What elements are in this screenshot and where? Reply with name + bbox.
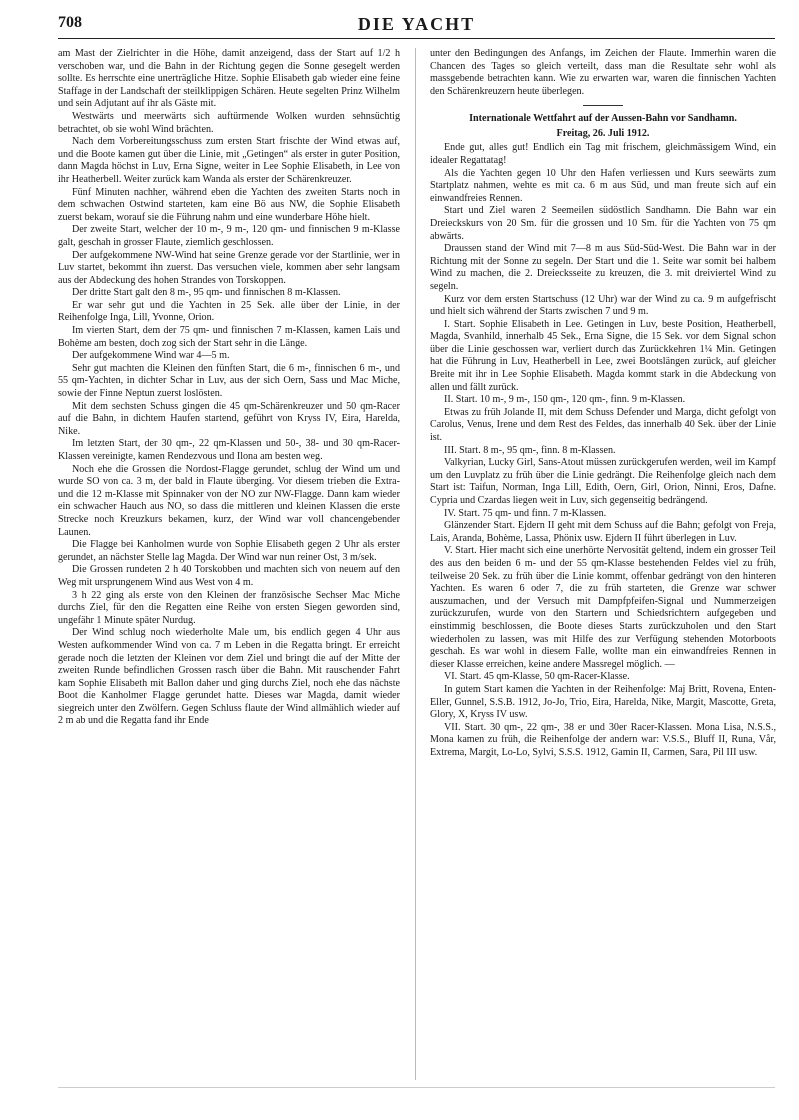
paragraph: Kurz vor dem ersten Startschuss (12 Uhr) war der Wind zu ca. 9 m aufgefrischt und hielt sich während der Starts zwischen 7 und 9 m. (430, 293, 776, 318)
paragraph: Draussen stand der Wind mit 7—8 m aus Süd-Süd-West. Die Bahn war in der Richtung mit der Sonne zu segeln. Der Start und die 1. Seite war somit bei halbem Wind zu machen, die 2. Dreiecksseite zu kreuzen, die 3. mit dreiviertel Wind zu segeln. (430, 243, 776, 292)
section-heading: Internationale Wettfahrt auf der Aussen-Bahn vor Sandhamn. (469, 113, 737, 125)
paragraph: Noch ehe die Grossen die Nordost-Flagge gerundet, schlug der Wind um und wurde SO von ca. 3 m, der bald in Flaute überging. Vor diesem trieben die Extra- und die 12 m-Klasse mit Spinnaker von der NO zur NW-Flagge. Dann kam wieder ein schwacher Hauch aus NO, so dass die mittleren und kleinen Klassen die erste Strecke noch Kreuzkurs bekamen, kurz, der Wind war voll chancengebender Launen. (58, 463, 400, 538)
paragraph: Der aufgekommene NW-Wind hat seine Grenze gerade vor der Startlinie, wer in Luv startet, bekommt ihn zuerst. Das versuchen viele, kommen aber sehr langsam aus der Abdeckung des hohen Strandes von Torskoppen. (58, 249, 400, 286)
paragraph: Die Grossen rundeten 2 h 40 Torskobben und machten sich von neuem auf den Weg mit ursprungenem Wind aus West von 4 m. (58, 564, 400, 588)
paragraph: Sehr gut machten die Kleinen den fünften Start, die 6 m-, finnischen 6 m-, und 55 qm-Yachten, in dichter Schar in Luv, aus der sich Oern, Sass und Mac Miche, sowie der Finne Neptun zuerst loslösten. (58, 362, 400, 400)
paragraph: Der aufgekommene Wind war 4—5 m. (72, 350, 230, 362)
paragraph: In gutem Start kamen die Yachten in der Reihenfolge: Maj Britt, Rovena, Enten-Eller, Gunnel, S.S.B. 1912, Jo-Jo, Trio, Eira, Harelda, Nike, Margit, Mascotte, Greta, Glory, X, Kryss IV usw. (430, 683, 776, 721)
section-divider (583, 105, 623, 106)
paragraph: Valkyrian, Lucky Girl, Sans-Atout müssen zurückgerufen werden, weil im Kampf um den Luvplatz zu früh über die Linie gedrängt. Die Reihenfolge gleich nach dem Start ist: Taifun, Norman, Inga Lill, Edith, Oern, Girl, Orion, Ninni, Eros, Dafne. Cypria und Czardas liegen weit in Luv, sich gegenseitig bedrängend. (430, 457, 776, 506)
paragraph: Im vierten Start, dem der 75 qm- und finnischen 7 m-Klassen, kamen Lais und Bohème am besten, doch zog sich der Start sehr in die Länge. (58, 325, 400, 349)
right-column (430, 48, 776, 1080)
paragraph: Der dritte Start galt den 8 m-, 95 qm- und finnischen 8 m-Klassen. (72, 287, 341, 299)
paragraph: I. Start. Sophie Elisabeth in Lee. Getingen in Luv, beste Position, Heatherbell, Magda, Svanhild, innerhalb 45 Sek., Erna Signe, die 15 Sek. vor dem Signal schon über die Linie geschossen war, verliert durch das Zurückkehren 1¼ Min. Getingen hat die Führung in Luv, Heatherbell in Lee, zwei Bootslängen zurück, auf gleicher Breite mit ihr in Lee Sophie Elisabeth. Magda kommt stark in die Abdeckung von allen und fällt zurück. (430, 318, 776, 393)
paragraph: V. Start. Hier macht sich eine unerhörte Nervosität geltend, indem ein grosser Teil des aus den beiden 6 m- und der 55 qm-Klasse bestehenden Feldes viel zu früh, teilweise 20 Sek. zu früh über die Linie kommt, offenbar gedrängt von den hinteren Yachten. Es waren 6 oder 7, die zu früh starteten, die Grenze war schwer auszumachen, und der Versuch mit Dampfpfeifen-Signal und Nummerzeigen zurückzurufen, wurde von den Startern und Schiedsrichtern aufgegeben und einstimmig beschlossen, die Boote dieses Starts zurückzuholen und den Start wiederholen zu lassen, was mit Hilfe des zur Verfügung stehenden Motorboots geschah. Es war wohl in diesem Falle, wollte man ein einwandfreies Rennen in dieser Klasse erreichen, keine andere Massregel möglich. — (430, 545, 776, 670)
section-date: Freitag, 26. Juli 1912. (556, 128, 650, 140)
footer-rule (58, 1087, 775, 1088)
paragraph: 3 h 22 ging als erste von den Kleinen der französische Sechser Mac Miche durchs Ziel, für den die Regatten eine Reihe von ersten Siegen geworden sind, ungefähr 1 Minute später Nurdug. (58, 589, 400, 626)
paragraph: Der zweite Start, welcher der 10 m-, 9 m-, 120 qm- und finnischen 9 m-Klasse galt, geschah in grosser Flaute, ziemlich geschlossen. (58, 224, 400, 248)
left-column (58, 48, 400, 1080)
paragraph: Start und Ziel waren 2 Seemeilen südöstlich Sandhamn. Die Bahn war ein Dreieckskurs von 20 Sm. für die grossen und 10 Sm. für die Yachten von 75 qm abwärts. (430, 205, 776, 242)
paragraph: Im letzten Start, der 30 qm-, 22 qm-Klassen und 50-, 38- und 30 qm-Racer-Klassen vereinigte, kamen Rendezvous und Ilona am besten weg. (58, 438, 400, 462)
paragraph: IV. Start. 75 qm- und finn. 7 m-Klassen. (444, 507, 607, 519)
column-divider (415, 48, 416, 1080)
paragraph: Als die Yachten gegen 10 Uhr den Hafen verliessen und Kurs seewärts zum Startplatz nahmen, wehte es mit ca. 6 m aus Süd, und man freute sich auf ein einwandfreies Rennen. (430, 167, 776, 204)
paragraph: Er war sehr gut und die Yachten in 25 Sek. alle über der Linie, in der Reihenfolge Inga, Lill, Yvonne, Orion. (58, 299, 400, 324)
paragraph: Westwärts und meerwärts sich auftürmende Wolken wurden sehnsüchtig betrachtet, ob sie wohl Wind brächten. (58, 110, 400, 135)
paragraph: Glänzender Start. Ejdern II geht mit dem Schuss auf die Bahn; gefolgt von Freja, Lais, Aranda, Bohème, Lassa, Phönix usw. Ejdern II führt überlegen in Luv. (430, 520, 776, 544)
paragraph: II. Start. 10 m-, 9 m-, 150 qm-, 120 qm-, finn. 9 m-Klassen. (444, 394, 686, 406)
paragraph: Ende gut, alles gut! Endlich ein Tag mit frischem, gleichmässigem Wind, ein idealer Regattatag! (430, 142, 776, 166)
paragraph: am Mast der Zielrichter in die Höhe, damit anzeigend, dass der Start auf 1/2 h verschoben war, und die Bahn in der Richtung gegen die Sonne gesegelt werden sollte. Es herrschte eine unerträgliche Hitze. Sophie Elisabeth gab wieder eine feine Staffage in der Landschaft der steilklippigen Schären. Heute segelten Prinz Wilhelm und sein Adjutant auf ihr als Gäste mit. (58, 48, 400, 110)
header-rule (58, 38, 775, 39)
paragraph: Fünf Minuten nachher, während eben die Yachten des zweiten Starts noch in dem schwachen Ostwind starteten, kam eine Bö aus NW, die Sophie Elisabeth zuerst bekam, worauf sie die Führung nahm und eine wunderbare Höhe hielt. (58, 186, 400, 223)
paragraph: VII. Start. 30 qm-, 22 qm-, 38 er und 30er Racer-Klassen. Mona Lisa, N.S.S., Mona kamen zu früh, die Reihenfolge der andern war: V.S.S., Bluff II, Runa, Vår, Extrema, Margit, Lo-Lo, Sylvi, S.S.S. 1912, Gamin II, Carmen, Sara, Pil III usw. (430, 721, 776, 758)
paragraph: III. Start. 8 m-, 95 qm-, finn. 8 m-Klassen. (444, 444, 616, 456)
paragraph: unter den Bedingungen des Anfangs, im Zeichen der Flaute. Immerhin waren die Chancen des Tages so gleich verteilt, dass man die Resultate sehr wohl als massgebende betrachten kann. Wie zu erwarten war, waren die finnischen Yachten den Schärenkreuzern heute überlegen. (430, 48, 776, 97)
paragraph: Mit dem sechsten Schuss gingen die 45 qm-Schärenkreuzer und 50 qm-Racer auf die Bahn, in dichtem Haufen startend, geführt von Kryss IV, Eira, Harelda, Nike. (58, 400, 400, 437)
paragraph: VI. Start. 45 qm-Klasse, 50 qm-Racer-Klasse. (444, 671, 630, 683)
page-number: 708 (58, 14, 82, 31)
journal-title: DIE YACHT (357, 14, 476, 34)
paragraph: Etwas zu früh Jolande II, mit dem Schuss Defender und Marga, dicht gefolgt von Carolus, Venus, Irene und dem Rest des Feldes, das innerhalb 40 Sek. über der Linie ist. (430, 406, 776, 444)
paragraph: Der Wind schlug noch wiederholte Male um, bis endlich gegen 4 Uhr aus Westen aufkommender Wind von ca. 7 m Leben in die Regatta bringt. Er erreicht gerade noch die letzten der Kleinen vor dem Ziel und bringt die auf der Mitte der zweiten Runde befindlichen Grossen rasch über die Bahn. Mit rauschender Fahrt kam Sophie Elisabeth mit Ballon daher und ging durchs Ziel, noch ehe das nächste Boot die Kanholmer Flagge gerundet hatte. Dieses war Magda, damit wieder siegreich unter den Zwölfern. Gegen Schluss flaute der Wind allmählich wieder auf 2 m ab und die Regatta fand ihr Ende (58, 627, 400, 727)
paragraph: Die Flagge bei Kanholmen wurde von Sophie Elisabeth gegen 2 Uhr als erster gerundet, an nächster Stelle lag Magda. Der Wind war nun reiner Ost, 3 m/sek. (58, 539, 400, 563)
paragraph: Nach dem Vorbereitungsschuss zum ersten Start frischte der Wind etwas auf, und die Boote kamen gut über die Linie, mit „Getingen“ als erster in guter Position, dann Magda höchst in Luv, Erna Signe, weiter in Lee Sophie Elisabeth, in Lee von ihr Heatherbell. Weiter zurück kam Wanda als erster der Schärenkreuzer. (58, 136, 400, 185)
page-header (58, 14, 775, 38)
